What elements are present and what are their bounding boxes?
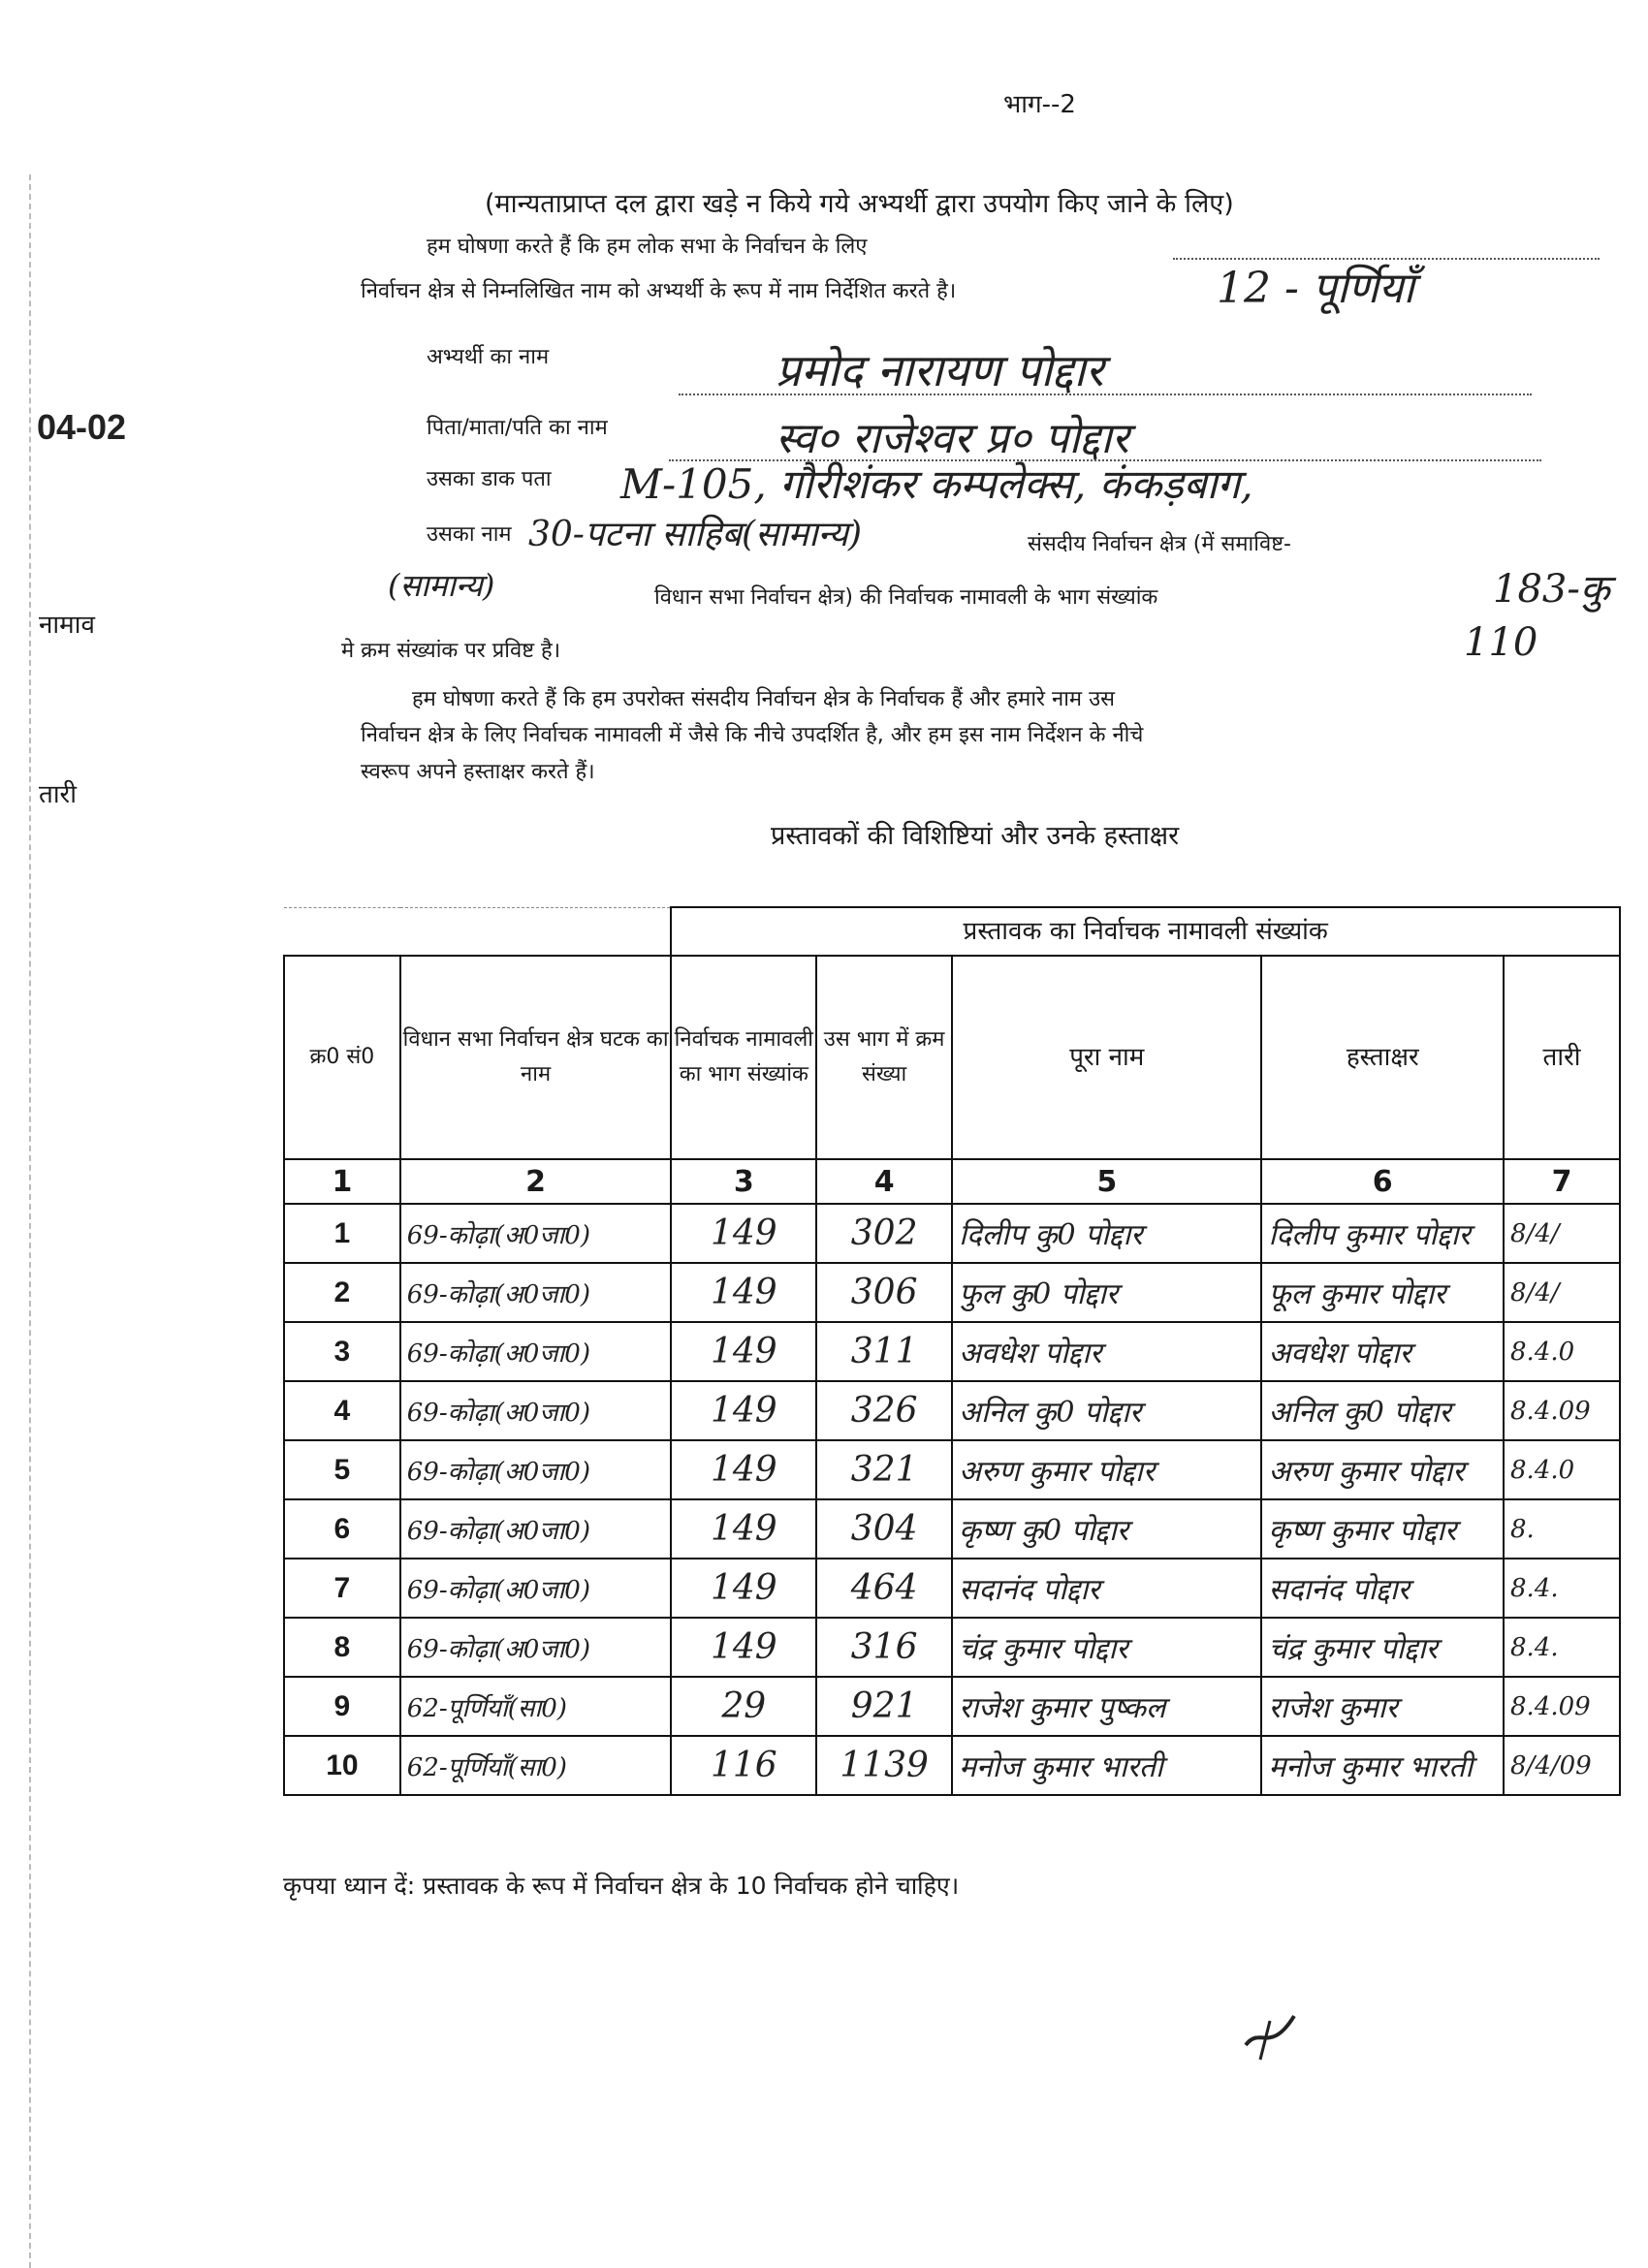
row-serial-number: 2 [284, 1263, 400, 1322]
row-serial-number: 8 [284, 1618, 400, 1677]
row-date: 8.4.0 [1504, 1440, 1620, 1499]
margin-number: 04-02 [37, 407, 127, 447]
table-row [284, 1440, 1620, 1499]
part-heading: भाग--2 [1003, 90, 1076, 119]
constituency-handwritten: 12 - पूर्णियाँ [1217, 264, 1414, 313]
row-full-name: चंद्र कुमार पोद्दार [952, 1618, 1261, 1677]
row-full-name: अरुण कुमार पोद्दार [952, 1440, 1261, 1499]
table-blank-top [284, 907, 671, 956]
row-full-name: फुल कु0 पोद्दार [952, 1263, 1261, 1322]
row-serial-number: 9 [284, 1677, 400, 1736]
row-signature: राजेश कुमार [1261, 1677, 1504, 1736]
col-header-part: निर्वाचक नामावली का भाग संख्यांक [671, 956, 816, 1159]
col-header-signature: हस्ताक्षर [1261, 956, 1504, 1159]
row-date: 8.4.09 [1504, 1381, 1620, 1440]
col-header-sn: क्र0 सं0 [284, 956, 400, 1159]
row-full-name: अवधेश पोद्दार [952, 1322, 1261, 1381]
row-assembly-constituency: 69-कोढ़ा(अ0जा0) [400, 1381, 672, 1440]
row-full-name: दिलीप कु0 पोद्दार [952, 1204, 1261, 1263]
address-handwritten: M-105, गौरीशंकर कम्पलेक्स, कंकड़बाग, [620, 460, 1253, 508]
enrolled-label: उसका नाम [427, 522, 512, 547]
para2-line-1: हम घोषणा करते हैं कि हम उपरोक्त संसदीय निर्वाचन क्षेत्र के निर्वाचक हैं और हमारे नाम उस [412, 687, 1116, 711]
row-assembly-constituency: 69-कोढ़ा(अ0जा0) [400, 1263, 672, 1322]
table-row [284, 1677, 1620, 1736]
candidate-label: अभ्यर्थी का नाम [427, 345, 550, 369]
candidate-name-handwritten: प्रमोद नारायण पोद्दार [776, 344, 1104, 396]
table-row [284, 1322, 1620, 1381]
row-serial-number: 7 [284, 1559, 400, 1618]
row-signature: चंद्र कुमार पोद्दार [1261, 1618, 1504, 1677]
row-serial-in-part: 316 [816, 1618, 952, 1677]
row-signature: अनिल कु0 पोद्दार [1261, 1381, 1504, 1440]
row-assembly-constituency: 69-कोढ़ा(अ0जा0) [400, 1204, 672, 1263]
table-row [284, 1618, 1620, 1677]
part-tail-text: मे क्रम संख्यांक पर प्रविष्ट है। [341, 639, 561, 663]
form-subtitle: (मान्यताप्राप्त दल द्वारा खड़े न किये गये अभ्यर्थी द्वारा उपयोग किए जाने के लिए) [485, 189, 1234, 219]
pc-name-handwritten: 30-पटना साहिब(सामान्य) [528, 515, 863, 554]
row-full-name: अनिल कु0 पोद्दार [952, 1381, 1261, 1440]
page-fold-edge [0, 174, 31, 2268]
row-date: 8/4/ [1504, 1263, 1620, 1322]
row-assembly-constituency: 69-कोढ़ा(अ0जा0) [400, 1618, 672, 1677]
enrolled-tail-text: विधान सभा निर्वाचन क्षेत्र) की निर्वाचक नामावली के भाग संख्यांक [654, 585, 1158, 610]
part-number-handwritten: 110 [1464, 620, 1538, 665]
row-serial-in-part: 464 [816, 1559, 952, 1618]
row-part-number: 149 [671, 1499, 816, 1559]
row-serial-in-part: 921 [816, 1677, 952, 1736]
row-signature: अरुण कुमार पोद्दार [1261, 1440, 1504, 1499]
col-number: 3 [671, 1159, 816, 1204]
row-full-name: राजेश कुमार पुष्कल [952, 1677, 1261, 1736]
col-header-name: पूरा नाम [952, 956, 1261, 1159]
margin-text-namav: नामाव [39, 611, 95, 640]
row-date: 8. [1504, 1499, 1620, 1559]
row-full-name: मनोज कुमार भारती [952, 1736, 1261, 1795]
table-row [284, 1263, 1620, 1322]
table-row [284, 1499, 1620, 1559]
row-full-name: सदानंद पोद्दार [952, 1559, 1261, 1618]
row-date: 8.4.09 [1504, 1677, 1620, 1736]
table-title: प्रस्तावकों की विशिष्टियां और उनके हस्ताक्षर [771, 821, 1180, 851]
row-date: 8.4. [1504, 1559, 1620, 1618]
row-part-number: 149 [671, 1440, 816, 1499]
row-assembly-constituency: 62-पूर्णियाँ(सा0) [400, 1736, 672, 1795]
declaration-line-2: निर्वाचन क्षेत्र से निम्नलिखित नाम को अभ्यर्थी के रूप में नाम निर्देशित करते है। [361, 279, 957, 303]
row-assembly-constituency: 69-कोढ़ा(अ0जा0) [400, 1499, 672, 1559]
col-header-serial: उस भाग में क्रम संख्या [816, 956, 952, 1159]
row-serial-in-part: 326 [816, 1381, 952, 1440]
row-part-number: 149 [671, 1322, 816, 1381]
col-number: 6 [1261, 1159, 1504, 1204]
row-signature: फूल कुमार पोद्दार [1261, 1263, 1504, 1322]
row-assembly-constituency: 69-कोढ़ा(अ0जा0) [400, 1440, 672, 1499]
row-serial-number: 6 [284, 1499, 400, 1559]
proposers-table [283, 906, 1621, 1796]
ac-name-handwritten: (सामान्य) [388, 567, 495, 604]
col-header-ac: विधान सभा निर्वाचन क्षेत्र घटक का नाम [400, 956, 672, 1159]
row-part-number: 149 [671, 1618, 816, 1677]
row-serial-in-part: 306 [816, 1263, 952, 1322]
col-number: 1 [284, 1159, 400, 1204]
row-part-number: 116 [671, 1736, 816, 1795]
margin-text-tari: तारी [39, 780, 77, 809]
col-number: 2 [400, 1159, 672, 1204]
group-header: प्रस्तावक का निर्वाचक नामावली संख्यांक [671, 907, 1620, 956]
row-part-number: 149 [671, 1559, 816, 1618]
row-serial-in-part: 321 [816, 1440, 952, 1499]
col-number: 7 [1504, 1159, 1620, 1204]
row-signature: अवधेश पोद्दार [1261, 1322, 1504, 1381]
row-serial-number: 10 [284, 1736, 400, 1795]
table-row [284, 1204, 1620, 1263]
row-signature: सदानंद पोद्दार [1261, 1559, 1504, 1618]
row-serial-in-part: 304 [816, 1499, 952, 1559]
para2-line-2: निर्वाचन क्षेत्र के लिए निर्वाचक नामावली में जैसे कि नीचे उपदर्शित है, और हम इस नाम निर्देशन के नीचे [361, 723, 1144, 747]
row-signature: कृष्ण कुमार पोद्दार [1261, 1499, 1504, 1559]
address-label: उसका डाक पता [427, 467, 552, 491]
father-name-handwritten: स्व० राजेश्वर प्र० पोद्दार [776, 414, 1129, 463]
row-serial-in-part: 302 [816, 1204, 952, 1263]
row-part-number: 29 [671, 1677, 816, 1736]
row-assembly-constituency: 62-पूर्णियाँ(सा0) [400, 1677, 672, 1736]
row-date: 8.4. [1504, 1618, 1620, 1677]
row-date: 8.4.0 [1504, 1322, 1620, 1381]
row-serial-number: 5 [284, 1440, 400, 1499]
row-serial-number: 4 [284, 1381, 400, 1440]
row-date: 8/4/ [1504, 1204, 1620, 1263]
para2-line-3: स्वरूप अपने हस्ताक्षर करते हैं। [361, 760, 595, 784]
row-serial-number: 3 [284, 1322, 400, 1381]
row-part-number: 149 [671, 1204, 816, 1263]
col-number: 4 [816, 1159, 952, 1204]
row-assembly-constituency: 69-कोढ़ा(अ0जा0) [400, 1322, 672, 1381]
row-signature: मनोज कुमार भारती [1261, 1736, 1504, 1795]
footer-note: कृपया ध्यान दें: प्रस्तावक के रूप में निर्वाचन क्षेत्र के 10 निर्वाचक होने चाहिए। [283, 1872, 960, 1900]
row-serial-number: 1 [284, 1204, 400, 1263]
row-full-name: कृष्ण कु0 पोद्दार [952, 1499, 1261, 1559]
row-assembly-constituency: 69-कोढ़ा(अ0जा0) [400, 1559, 672, 1618]
scribble-mark [1241, 2006, 1299, 2064]
col-header-date: तारी [1504, 956, 1620, 1159]
ac-number-handwritten: 183-कु [1493, 567, 1610, 612]
row-signature: दिलीप कुमार पोद्दार [1261, 1204, 1504, 1263]
row-serial-in-part: 1139 [816, 1736, 952, 1795]
table-row [284, 1736, 1620, 1795]
row-serial-in-part: 311 [816, 1322, 952, 1381]
col-number: 5 [952, 1159, 1261, 1204]
row-part-number: 149 [671, 1381, 816, 1440]
table-row [284, 1381, 1620, 1440]
table-row [284, 1559, 1620, 1618]
enrolled-mid-text: संसदीय निर्वाचन क्षेत्र (में समाविष्ट- [1028, 532, 1291, 556]
father-label: पिता/माता/पति का नाम [427, 416, 608, 440]
row-date: 8/4/09 [1504, 1736, 1620, 1795]
declaration-line-1: हम घोषणा करते हैं कि हम लोक सभा के निर्वाचन के लिए [427, 235, 868, 259]
row-part-number: 149 [671, 1263, 816, 1322]
